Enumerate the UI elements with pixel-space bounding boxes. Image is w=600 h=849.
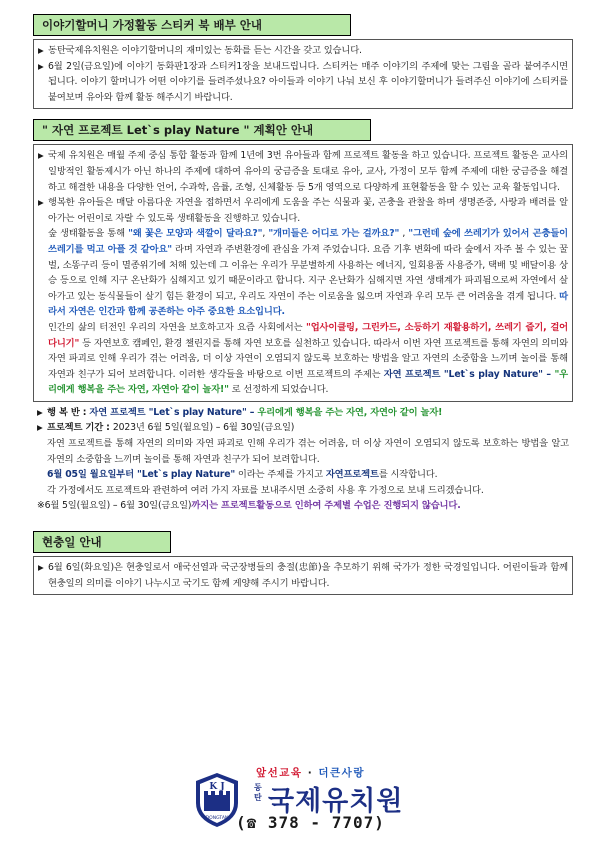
class-theme-title: 자연 프로젝트 "Let`s play Nature" – [89, 406, 258, 418]
dongtan-label: 동탄 [254, 783, 262, 802]
text-run: 이라는 주제를 가지고 [235, 469, 326, 481]
project-details [33, 402, 573, 517]
storybook-bullet-1: ▶ 동탄국제유치원은 이야기할머니의 재미있는 동화를 듣는 시간을 갖고 있습니다. [38, 43, 568, 59]
emblem-icon [192, 771, 242, 829]
section-title-memorial-day: 현충일 안내 [33, 531, 171, 553]
text-run: 라며 자연과 주변환경에 관심을 가져 주었습니다. 요즘 기후 변화에 따라 숲에서 자주 볼 수 있는 꿀벌, 소똥구리 등이 멸종위기에 처해 있는데 그 이유는 우리가 무분별하게 사용하는 에너지, 일회용품 사용증가, 택배 및 배달이용 상승 등으로 인해 지구 온난화가 심해지고 있기 때문이라고 합니다. 지구 온난화가 심해지면 자연 생태계가 파괴됨으로써 자연에서 살아가고 있는 동식물들이 살기 힘든 환경이 되고, 우리도 자연이 주는 이로움을 잃으며 자연과 우리 모두 큰 어려움을 겪게 됩니다. [48, 243, 569, 302]
storybook-bullet-2: ▶ 6월 2일(금요일)에 이야기 동화판1장과 스티커1장을 보내드립니다. 스티커는 매주 이야기의 주제에 맞는 그림을 골라 붙여주시면 됩니다. 이야기 할머니가 어떤 이야기를 들려주셨나요? 아이들과 이야기 나눠 보신 후 이야기할머니가 들려주신 이야기에 스티커를 붙여보며 유아와 함께 활동 해주시기 바랍니다. [38, 59, 568, 106]
slogan-part-1: 앞선교육 [256, 767, 303, 779]
quote-trash: "그런데 숲에 쓰레기가 있어서 곤충들이 쓰레기를 먹고 아플 것 같아요" [48, 228, 568, 255]
emblem-text: DONGTAN [205, 816, 229, 821]
notice-highlight: 까지는 프로젝트활동으로 인하여 주제별 수업은 진행되지 않습니다. [191, 500, 461, 512]
emblem-letters: K J [209, 782, 225, 792]
campaign-paragraph [38, 320, 568, 398]
notice-line [37, 498, 569, 514]
section-box-memorial-day [33, 556, 573, 595]
slogan [256, 765, 365, 780]
project-word: 자연프로젝트 [325, 469, 379, 481]
kindergarten-name: 국제유치원 [268, 786, 404, 817]
project-start-line [37, 467, 569, 483]
project-period-line [37, 420, 569, 436]
section-box-storybook [33, 39, 573, 109]
project-intro-paragraph: ▶ 국제 유치원은 매월 주제 중심 통합 활동과 함께 1년에 3번 유아들과 함께 프로젝트 활동을 하고 있습니다. 프로젝트 활동은 교사의 일방적인 활동제시가 아닌 하나의 주제에 대하여 유아의 궁금증을 토대로 유아, 교사, 가정이 모두 함께 주제에 대한 궁금증을 해결하고 해결한 내용을 다양한 언어, 수과학, 음률, 조형, 신체활동 등 5개 영역으로 다양하게 표현활동을 할 수 있는 교육 활동입니다. [38, 148, 568, 195]
text-run: 숲 생태활동을 통해 [48, 228, 129, 240]
section-title-storybook: 이야기할머니 가정활동 스티커 북 배부 안내 [33, 14, 351, 36]
notice-period: ※6월 5일(월요일) – 6월 30일(금요일) [37, 500, 192, 512]
newsletter-page [33, 14, 573, 605]
class-theme-line [37, 405, 569, 421]
start-date-text: 6월 05일 월요일부터 "Let`s play Nature" [47, 469, 236, 481]
text-run: , [399, 228, 409, 240]
project-theme-label: 자연 프로젝트 "Let`s play Nature" – [383, 368, 555, 380]
project-theme-quote: "우리에게 행복을 주는 자연, 자연아 같이 놀자!" [48, 368, 568, 396]
text-run: 를 시작합니다. [378, 469, 438, 481]
slogan-dot: · [302, 767, 319, 779]
period-value: 2023년 6월 5일(월요일) – 6월 30일(금요일) [112, 422, 295, 434]
text-run: 로 선정하게 되었습니다. [228, 384, 329, 396]
eco-activity-paragraph: ▶ 행복한 유아들은 매달 아름다운 자연을 접하면서 우리에게 도움을 주는 식물과 꽃, 곤충을 관찰을 하며 생명존중, 사랑과 배려를 알아가는 어린이로 자랄 수 있도록 생태활동을 진행하고 있습니다. [38, 195, 568, 226]
text-run: , [262, 228, 269, 240]
highlight-campaigns: "업사이클링, 그린카드, 소등하기 재활용하기, 쓰레기 줍기, 걸어 다니기" [48, 321, 568, 349]
highlight-coexist: 따라서 자연은 인간과 함께 공존하는 아주 중요한 요소입니다. [48, 290, 568, 318]
home-materials-text: 각 가정에서도 프로젝트와 관련하여 여러 가지 자료를 보내주시면 소중히 사용 후 가정으로 보내 드리겠습니다. [47, 484, 484, 496]
section-title-nature-project: " 자연 프로젝트 Let`s play Nature " 계획안 안내 [33, 119, 371, 141]
class-theme-quote: 우리에게 행복을 주는 자연, 자연아 같이 놀자! [257, 406, 443, 418]
text-run: 등 자연보호 캠페인, 환경 챌린지를 통해 자연 보호를 실천하고 있습니다. 따라서 이번 자연 프로젝트를 통해 자연의 의미와 자연 파괴로 인해 우리가 겪는 어려움, 더 이상 자연이 오염되지 않도록 보호하는 방법을 알고 자연의 소중함을 느끼며 놀이를 통해 자연과 친구가 되어 보려합니다. 이러한 생각들을 바탕으로 이번 프로젝트의 주제는 [48, 337, 568, 380]
period-label: 프로젝트 기간 : [47, 422, 113, 434]
kindergarten-logo [192, 765, 432, 835]
telephone: (☎ 378 - 7707) [236, 813, 385, 832]
project-purpose-text: 자연 프로젝트를 통해 자연의 의미와 자연 파괴로 인해 우리가 겪는 어려움, 더 이상 자연이 오염되지 않도록 보호하는 방법을 알고 자연의 소중함을 느끼며 놀이를 통해 자연과 친구가 되어 보려합니다. [47, 438, 569, 465]
forest-questions-paragraph [38, 226, 568, 320]
memorial-day-bullet: ▶ 6월 6일(화요일)은 현충일로서 애국선열과 국군장병들의 충절(忠節)을 추모하기 위해 국가가 정한 국경일입니다. 어린이들과 함께 현충일의 의미를 이야기 나누시고 국기도 함께 게양해 주시기 바랍니다. [38, 560, 568, 591]
text-run: 인간의 삶의 터전인 우리의 자연을 보호하고자 요즘 사회에서는 [48, 321, 307, 333]
quote-ants: "개미들은 어디로 가는 걸까요?" [268, 228, 400, 240]
slogan-part-2: 더큰사랑 [318, 767, 365, 779]
section-box-nature-project [33, 144, 573, 402]
quote-flowers: "왜 꽃은 모양과 색깔이 달라요?" [128, 228, 263, 240]
class-label: 행 복 반 : [47, 406, 90, 418]
